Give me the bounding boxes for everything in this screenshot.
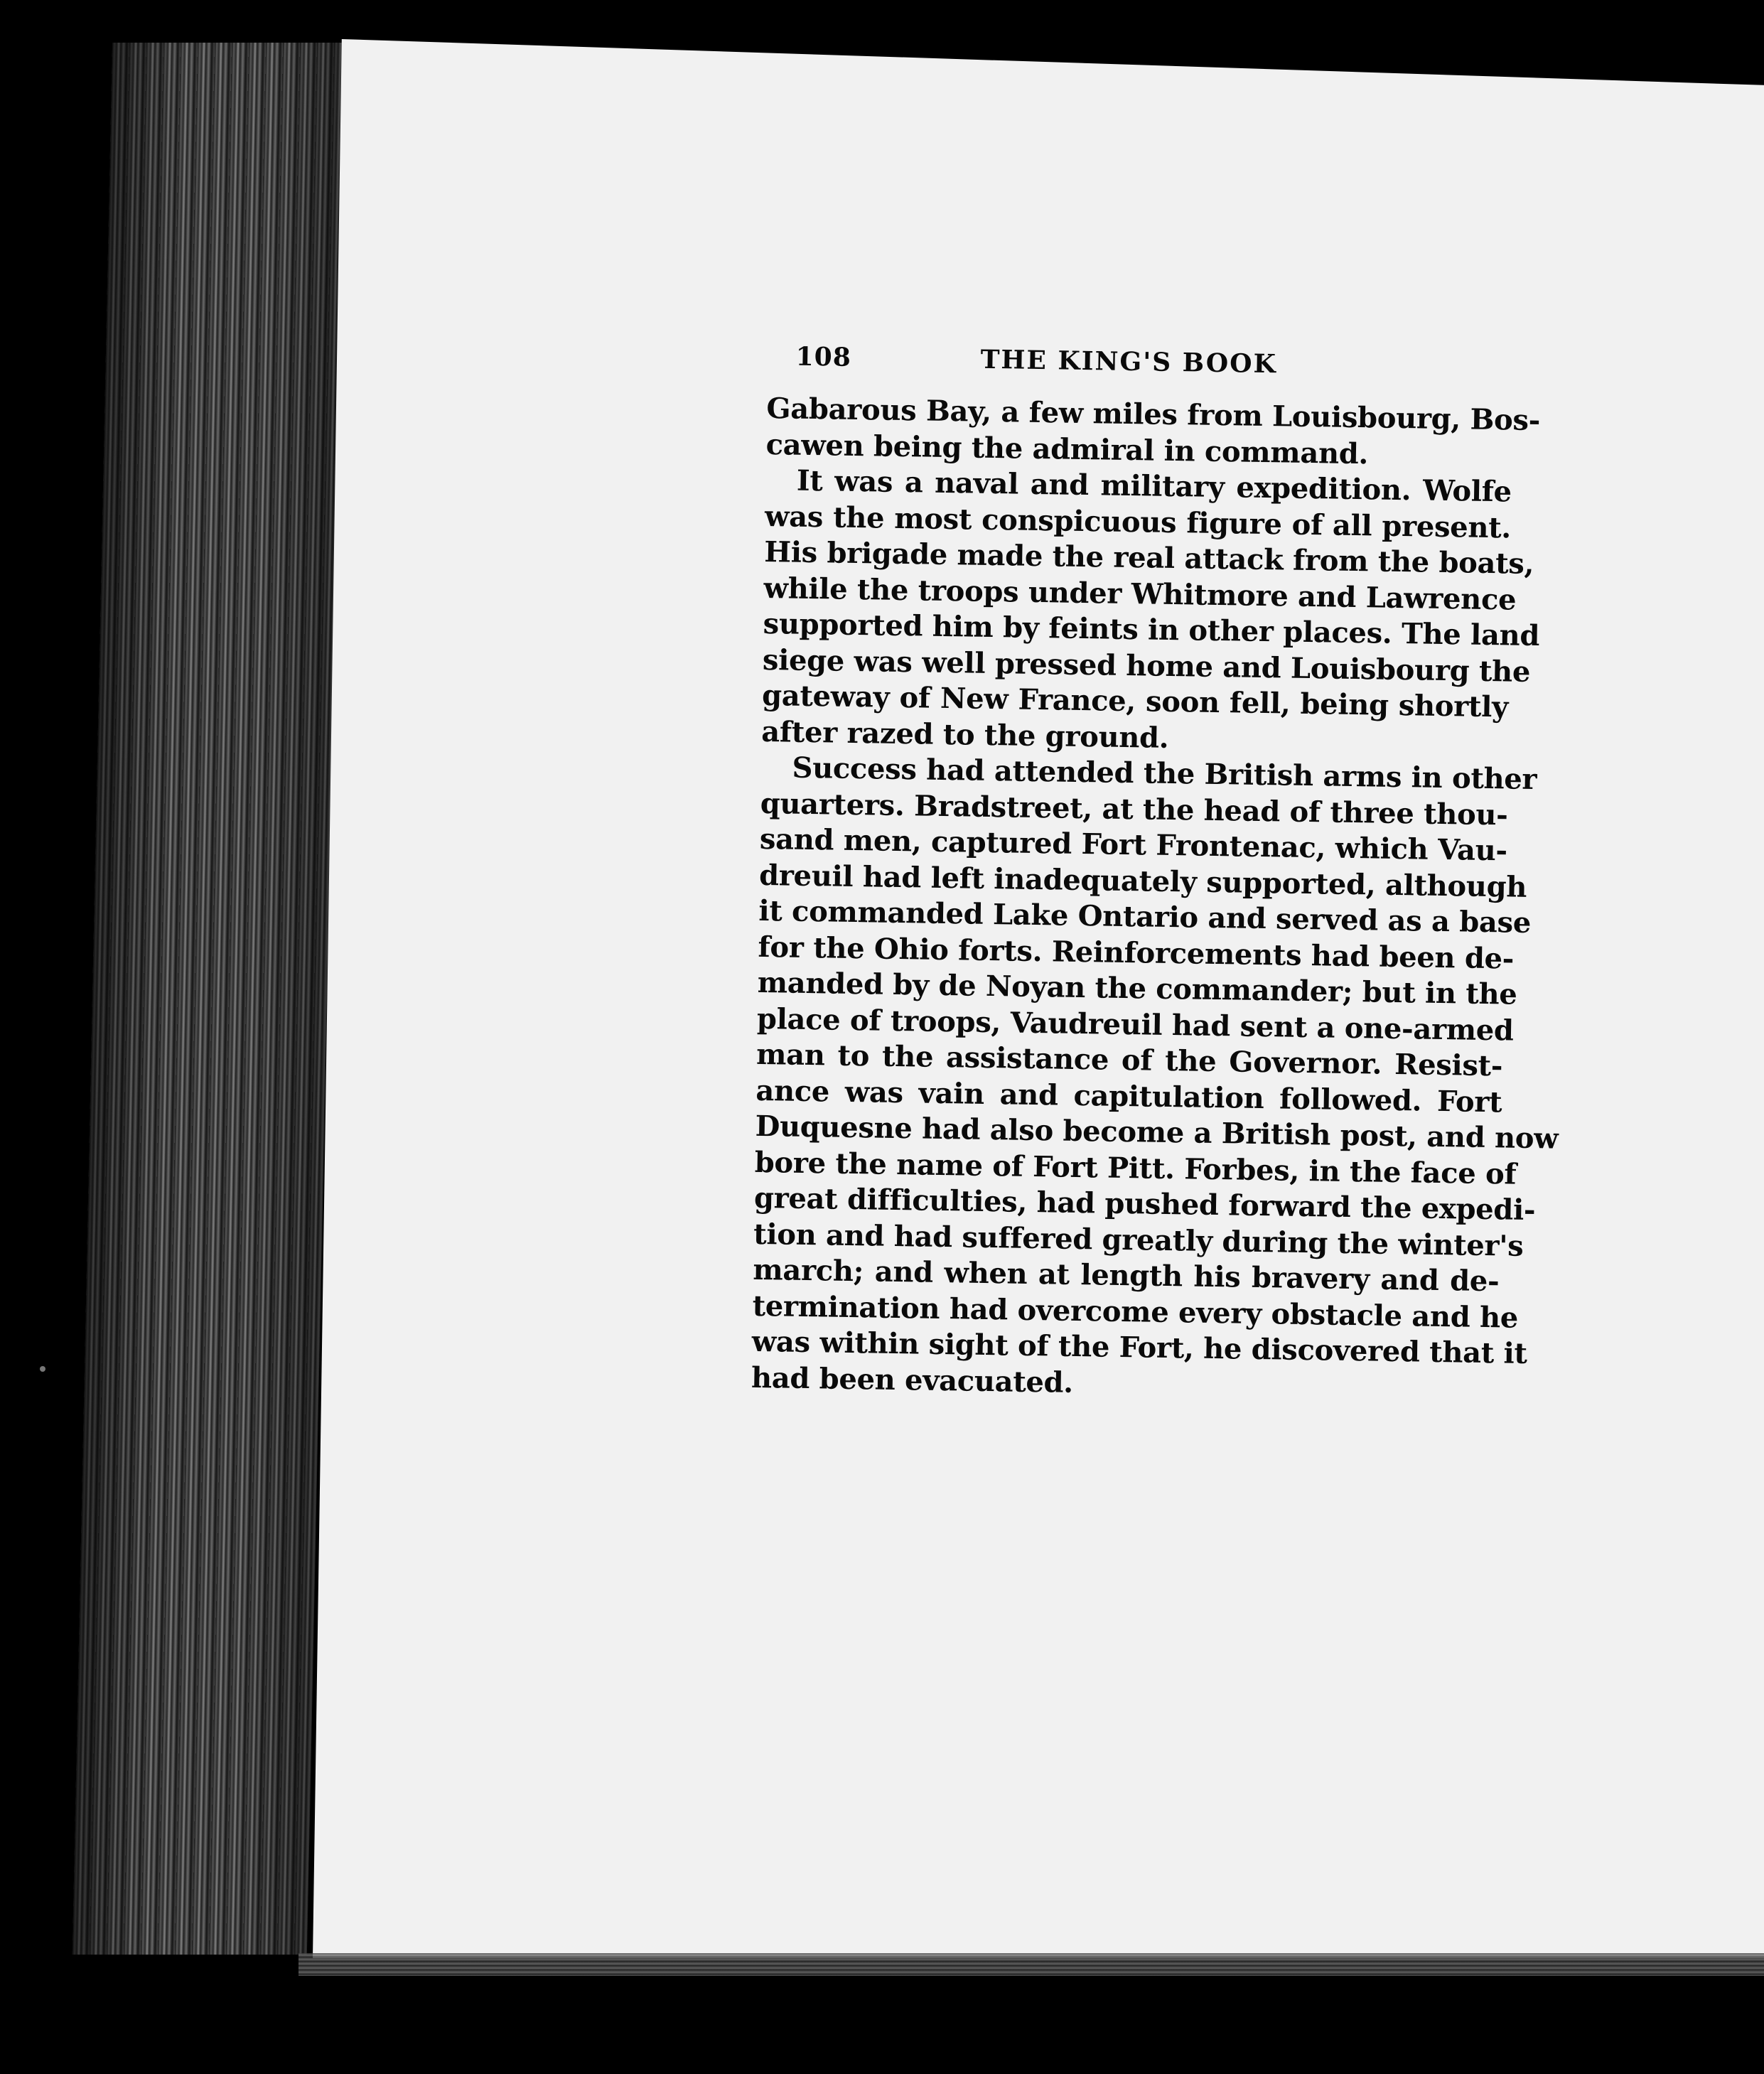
paragraph <box>765 391 1541 474</box>
text-line: Duquesne had also become a British post, and now <box>755 1109 1559 1156</box>
binding-shadow <box>72 43 347 1955</box>
text-line: gateway of New France, soon fell, being shortly <box>761 678 1509 724</box>
text-line: great difficulties, had pushed forward the expedi- <box>753 1181 1536 1227</box>
body-text <box>751 391 1559 1407</box>
stray-mark <box>40 1366 45 1372</box>
text-line: bore the name of Fort Pitt. Forbes, in the face of <box>754 1145 1517 1191</box>
text-line: quarters. Bradstreet, at the head of three thou- <box>760 786 1508 832</box>
page-number: 108 <box>795 341 852 372</box>
text-line: was the most conspicuous figure of all present. <box>764 499 1512 544</box>
paragraph <box>751 750 1559 1407</box>
text-line: man to the assistance of the Governor. Resist- <box>755 1037 1503 1083</box>
text-line: ance was vain and capitulation followed. Fort <box>755 1073 1502 1119</box>
text-line: march; and when at length his bravery and de- <box>753 1252 1500 1299</box>
text-line: had been evacuated. <box>751 1360 1074 1399</box>
paragraph <box>761 463 1540 761</box>
text-line: Success had attended the British arms in other <box>792 751 1537 797</box>
running-title: THE KING'S BOOK <box>980 344 1278 380</box>
text-line: Gabarous Bay, a few miles from Louisbourg, Bos- <box>766 391 1541 438</box>
page-bottom-edge <box>299 1953 1764 1976</box>
text-line: it commanded Lake Ontario and served as a base <box>758 893 1532 940</box>
text-line: termination had overcome every obstacle and he <box>752 1289 1519 1335</box>
text-line: tion and had suffered greatly during the winter's <box>753 1217 1524 1263</box>
text-line: for the Ohio forts. Reinforcements had been de- <box>758 930 1515 976</box>
text-line: place of troops, Vaudreuil had sent a one-armed <box>756 1001 1515 1048</box>
text-line: manded by de Noyan the commander; but in the <box>757 965 1517 1011</box>
text-line: It was a naval and military expedition. Wolfe <box>796 463 1512 509</box>
text-line: supported him by feints in other places. The land <box>763 606 1540 653</box>
text-line: cawen being the admiral in command. <box>765 427 1369 471</box>
text-line: His brigade made the real attack from the boats, <box>763 534 1534 581</box>
text-line: dreuil had left inadequately supported, although <box>758 858 1527 904</box>
text-line: siege was well pressed home and Louisbourg the <box>762 643 1531 689</box>
page-text-block <box>751 341 1559 1407</box>
text-line: after razed to the ground. <box>761 714 1169 755</box>
text-line: was within sight of the Fort, he discovered that it <box>751 1324 1528 1370</box>
text-line: while the troops under Whitmore and Lawrence <box>763 571 1517 617</box>
text-line: sand men, captured Fort Frontenac, which Vau- <box>759 822 1508 868</box>
